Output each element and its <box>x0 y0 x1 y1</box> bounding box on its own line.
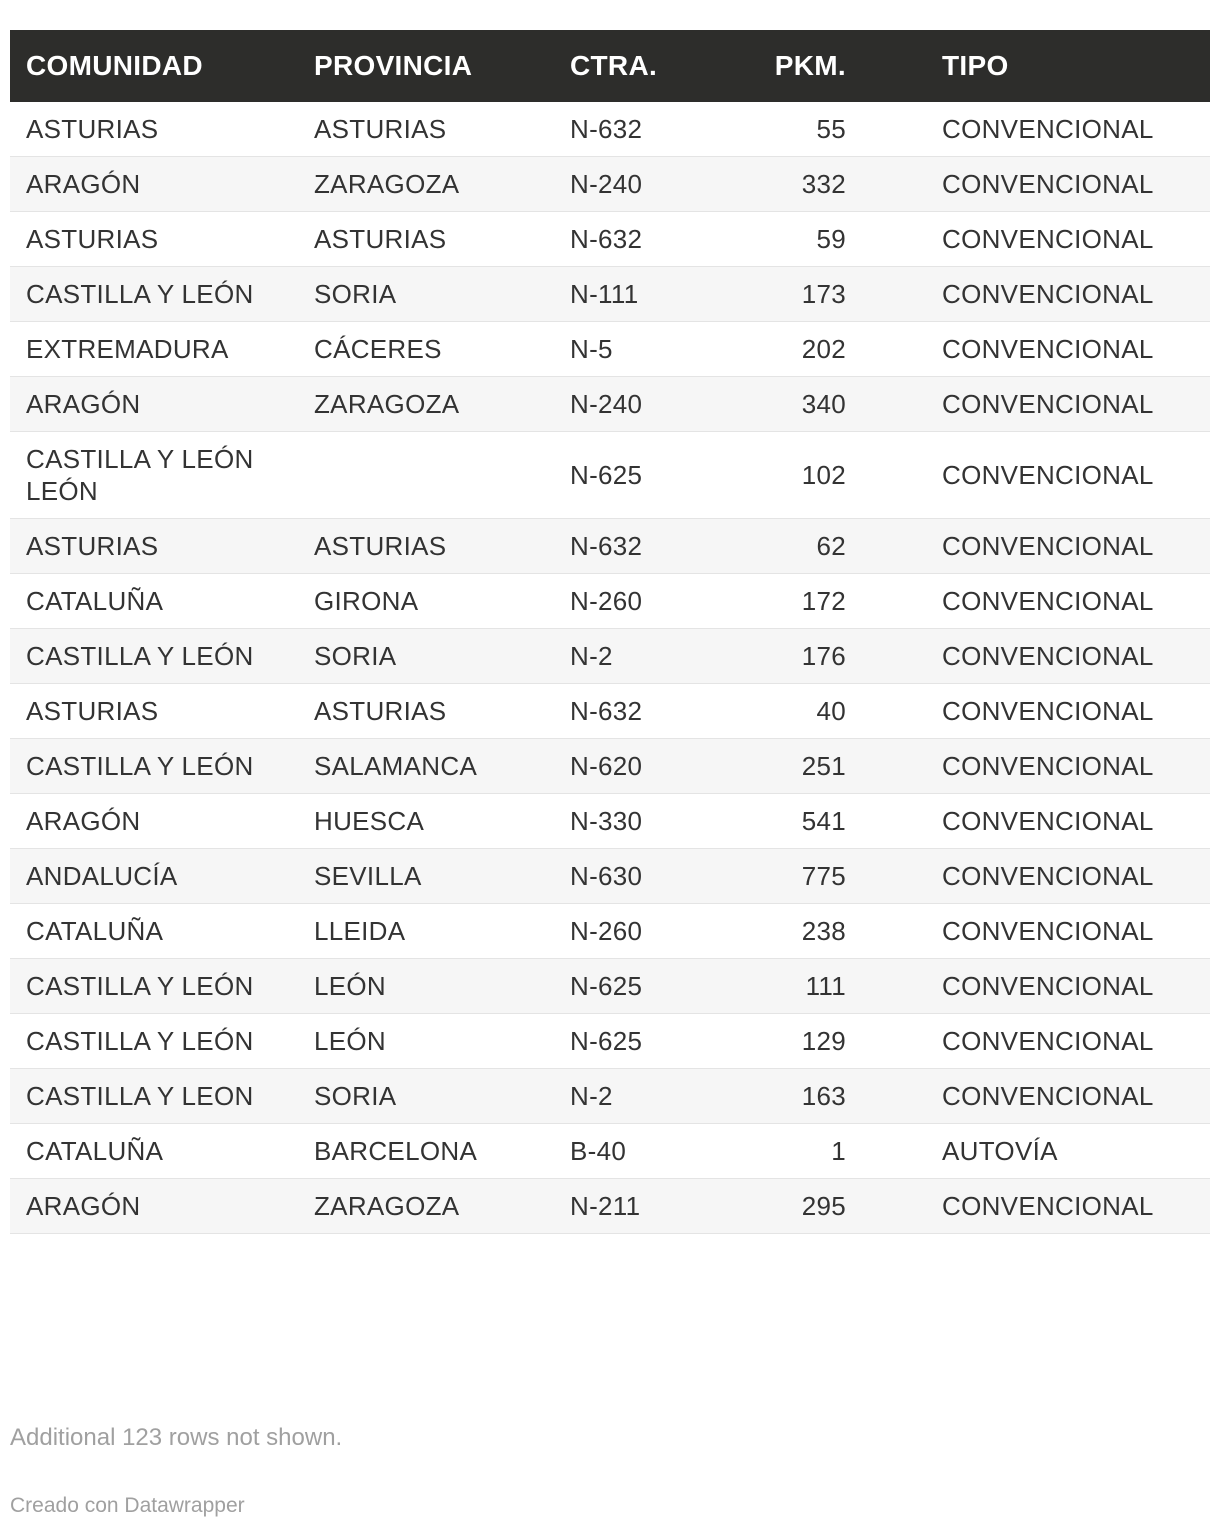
cell-pkm: 238 <box>801 916 846 946</box>
table-row <box>10 849 1210 904</box>
cell-comunidad: ARAGÓN <box>26 1191 141 1221</box>
cell-pkm: 172 <box>801 586 846 616</box>
credit-text: Creado con Datawrapper <box>10 1494 245 1517</box>
cell-pkm: 59 <box>816 224 846 254</box>
cell-comunidad: CASTILLA Y LEÓN <box>26 971 254 1001</box>
table-header <box>10 30 1210 102</box>
cell-provincia: GIRONA <box>314 586 419 616</box>
table-row <box>10 959 1210 1014</box>
table-row <box>10 102 1210 157</box>
table-row <box>10 1179 1210 1234</box>
cell-ctra: B-40 <box>570 1136 627 1166</box>
cell-pkm: 340 <box>801 389 846 419</box>
cell-comunidad: ASTURIAS <box>26 224 159 254</box>
cell-provincia: CÁCERES <box>314 334 442 364</box>
cell-provincia: SORIA <box>314 641 397 671</box>
cell-tipo: CONVENCIONAL <box>942 916 1154 946</box>
cell-tipo: CONVENCIONAL <box>942 806 1154 836</box>
cell-ctra: N-625 <box>570 971 643 1001</box>
cell-comunidad: CASTILLA Y LEÓN <box>26 279 254 309</box>
cell-tipo: CONVENCIONAL <box>942 751 1154 781</box>
cell-comunidad: CATALUÑA <box>26 586 164 616</box>
cell-tipo: CONVENCIONAL <box>942 224 1154 254</box>
cell-ctra: N-260 <box>570 586 643 616</box>
cell-provincia: ASTURIAS <box>314 114 447 144</box>
cell-comunidad: CASTILLA Y LEÓN <box>26 641 254 671</box>
cell-tipo: CONVENCIONAL <box>942 641 1154 671</box>
cell-comunidad: ARAGÓN <box>26 169 141 199</box>
cell-provincia: LLEIDA <box>314 916 406 946</box>
cell-comunidad: EXTREMADURA <box>26 334 229 364</box>
cell-ctra: N-630 <box>570 861 643 891</box>
cell-pkm: 173 <box>801 279 846 309</box>
table-row <box>10 322 1210 377</box>
table-body <box>10 102 1210 1234</box>
cell-ctra: N-2 <box>570 641 613 671</box>
cell-comunidad: CASTILLA Y LEÓN <box>26 751 254 781</box>
cell-pkm: 775 <box>801 861 846 891</box>
table-row <box>10 1069 1210 1124</box>
cell-ctra: N-240 <box>570 169 643 199</box>
cell-provincia: HUESCA <box>314 806 425 836</box>
cell-tipo: CONVENCIONAL <box>942 1026 1154 1056</box>
cell-ctra: N-632 <box>570 114 643 144</box>
table-row <box>10 739 1210 794</box>
cell-tipo: AUTOVÍA <box>942 1136 1058 1166</box>
column-header-ctra[interactable]: CTRA. <box>570 50 658 81</box>
table-row <box>10 519 1210 574</box>
table-row <box>10 1124 1210 1179</box>
cell-pkm: 295 <box>801 1191 846 1221</box>
cell-provincia: ZARAGOZA <box>314 1191 460 1221</box>
cell-provincia: SALAMANCA <box>314 751 478 781</box>
cell-provincia: ZARAGOZA <box>314 389 460 419</box>
cell-comunidad: ANDALUCÍA <box>26 861 178 891</box>
cell-ctra: N-260 <box>570 916 643 946</box>
cell-pkm: 202 <box>801 334 846 364</box>
cell-tipo: CONVENCIONAL <box>942 334 1154 364</box>
table-row <box>10 629 1210 684</box>
cell-tipo: CONVENCIONAL <box>942 279 1154 309</box>
cell-ctra: N-632 <box>570 224 643 254</box>
cell-ctra: N-111 <box>570 279 639 309</box>
cell-comunidad: ARAGÓN <box>26 389 141 419</box>
cell-ctra: N-625 <box>570 1026 643 1056</box>
cell-pkm: 55 <box>816 114 846 144</box>
table-row <box>10 574 1210 629</box>
cell-provincia: SEVILLA <box>314 861 422 891</box>
cell-comunidad: ASTURIAS <box>26 114 159 144</box>
cell-pkm: 102 <box>801 460 846 490</box>
column-header-tipo[interactable]: TIPO <box>942 50 1009 81</box>
cell-comunidad: ARAGÓN <box>26 806 141 836</box>
table-row <box>10 212 1210 267</box>
cell-provincia <box>298 432 554 519</box>
cell-tipo: CONVENCIONAL <box>942 696 1154 726</box>
cell-ctra: N-2 <box>570 1081 613 1111</box>
cell-comunidad: CASTILLA Y LEON <box>26 1081 254 1111</box>
cell-tipo: CONVENCIONAL <box>942 1191 1154 1221</box>
cell-comunidad: CATALUÑA <box>26 916 164 946</box>
cell-comunidad: CATALUÑA <box>26 1136 164 1166</box>
cell-ctra: N-5 <box>570 334 613 364</box>
cell-tipo: CONVENCIONAL <box>942 389 1154 419</box>
data-table <box>10 30 1210 1234</box>
rows-hidden-note: Additional 123 rows not shown. <box>10 1424 343 1451</box>
cell-comunidad: ASTURIAS <box>26 531 159 561</box>
cell-ctra: N-632 <box>570 696 643 726</box>
cell-pkm: 40 <box>816 696 846 726</box>
cell-provincia: ASTURIAS <box>314 531 447 561</box>
column-header-comunidad[interactable]: COMUNIDAD <box>26 50 203 81</box>
cell-comunidad: ASTURIAS <box>26 696 159 726</box>
cell-tipo: CONVENCIONAL <box>942 971 1154 1001</box>
cell-ctra: N-620 <box>570 751 643 781</box>
cell-tipo: CONVENCIONAL <box>942 531 1154 561</box>
data-table-container <box>10 30 1210 1234</box>
cell-tipo: CONVENCIONAL <box>942 861 1154 891</box>
cell-pkm: 251 <box>801 751 846 781</box>
cell-provincia: LEÓN <box>314 1026 387 1056</box>
cell-provincia: SORIA <box>314 1081 397 1111</box>
cell-ctra: N-625 <box>570 460 643 490</box>
column-header-pkm[interactable]: PKM. <box>774 50 846 81</box>
table-row <box>10 684 1210 739</box>
cell-provincia: ASTURIAS <box>314 224 447 254</box>
cell-provincia: LEÓN <box>314 971 387 1001</box>
cell-tipo: CONVENCIONAL <box>942 460 1154 490</box>
cell-pkm: 1 <box>831 1136 846 1166</box>
cell-provincia: ZARAGOZA <box>314 169 460 199</box>
cell-pkm: 541 <box>801 806 846 836</box>
cell-tipo: CONVENCIONAL <box>942 169 1154 199</box>
cell-tipo: CONVENCIONAL <box>942 114 1154 144</box>
cell-ctra: N-330 <box>570 806 643 836</box>
cell-provincia: BARCELONA <box>314 1136 478 1166</box>
table-row <box>10 1014 1210 1069</box>
cell-pkm: 62 <box>816 531 846 561</box>
table-row <box>10 157 1210 212</box>
cell-provincia: ASTURIAS <box>314 696 447 726</box>
cell-pkm: 129 <box>801 1026 846 1056</box>
table-row <box>10 904 1210 959</box>
cell-ctra: N-211 <box>570 1191 641 1221</box>
cell-pkm: 332 <box>801 169 846 199</box>
table-row <box>10 432 1210 519</box>
cell-comunidad: CASTILLA Y LEÓN <box>26 1026 254 1056</box>
column-header-provincia[interactable]: PROVINCIA <box>314 50 473 81</box>
table-row <box>10 794 1210 849</box>
header-row <box>10 30 1210 102</box>
table-row <box>10 267 1210 322</box>
cell-pkm: 163 <box>801 1081 846 1111</box>
cell-provincia: SORIA <box>314 279 397 309</box>
table-row <box>10 377 1210 432</box>
cell-ctra: N-240 <box>570 389 643 419</box>
cell-pkm: 176 <box>801 641 846 671</box>
cell-comunidad: CASTILLA Y LEÓN LEÓN <box>26 444 254 506</box>
cell-pkm: 111 <box>805 971 846 1001</box>
cell-tipo: CONVENCIONAL <box>942 1081 1154 1111</box>
cell-ctra: N-632 <box>570 531 643 561</box>
cell-tipo: CONVENCIONAL <box>942 586 1154 616</box>
